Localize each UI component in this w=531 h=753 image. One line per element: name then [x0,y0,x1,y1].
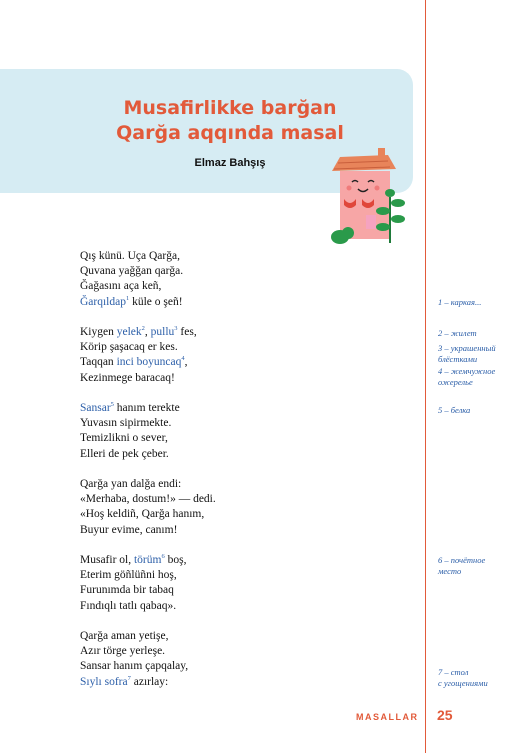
poem-line [80,355,216,370]
page-number: 25 [437,707,453,723]
poem-line [80,371,216,386]
poem-line [80,675,216,690]
gloss-note-text: место [438,566,462,576]
glossed-word: yelek [116,326,142,338]
poem-line [80,416,216,431]
poem-line [80,264,216,279]
poem-line [80,431,216,446]
poem-line-text: Körip şaşacaq er kes. [80,341,178,354]
glossed-word: Sıylı sofra [80,675,128,688]
poem-line [80,583,216,598]
poem-line-text: Eterim göñlüñni hoş, [80,569,177,582]
footnote-marker: 6 [161,553,165,561]
gloss-note-text: 3 – украшенный [438,343,496,353]
gloss-note-text: 7 – стол [438,667,469,677]
poem-line-text: Temizlikni o sever, [80,432,168,445]
poem-line [80,507,216,522]
gloss-note-text: 1 – каркая... [438,297,482,307]
poem-line-text: Ğağasını aça keñ, [80,280,162,293]
poem-stanza-2 [80,325,216,386]
gloss-note-text: блёстками [438,354,478,364]
glossed-word: Ğarqıldap [80,295,126,308]
poem-line-text: hanım terekte [113,402,180,414]
poem-line [80,447,216,462]
poem-line-text: Buyur evime, canım! [80,523,178,536]
gloss-note-text: 5 – белка [438,405,471,415]
poem-line-text: Fındıqlı tatlı qabaq». [80,599,177,612]
poem-line [80,325,216,340]
poem-stanza-5 [80,553,216,614]
poem-line-text: Kezinmege baracaq! [80,371,175,384]
poem-line [80,568,216,583]
poem [80,249,216,705]
poem-line-text: Elleri de pek çeber. [80,447,169,460]
poem-line-text: Sansar hanım çapqalay, [80,660,189,673]
poem-line-text: azırlay: [130,675,169,688]
poem-line [80,401,216,416]
footnote-marker: 1 [125,294,130,302]
section-label: MASALLAR [356,712,419,722]
gloss-note-text: 2 – жилет [438,328,477,338]
poem-line-text: , [144,326,151,338]
house-character-icon [330,145,410,245]
poem-line-text: Qarğa aman yetişe, [80,630,169,642]
poem-line-text: «Hoş keldiñ, Qarğa hanım, [80,508,205,521]
poem-line [80,249,216,264]
poem-line [80,279,216,294]
glossed-word: pullu [150,326,175,338]
poem-line [80,629,216,644]
poem-line [80,644,216,659]
gloss-note-6 [438,555,530,577]
gloss-note-5 [438,405,530,416]
gloss-note-7 [438,667,530,689]
gloss-note-text: ожерелье [438,377,473,387]
author-name: Elmaz Bahşış [194,157,266,169]
poem-line-text: Kiygen [80,326,117,338]
gloss-note-1 [438,297,530,308]
poem-stanza-3 [80,401,216,462]
poem-line [80,477,216,492]
gloss-note-text: 4 – жемчужное [438,366,496,376]
margin-divider [425,0,426,753]
gloss-note-text: 6 – почётное [438,555,486,565]
poem-line-text: Yuvasın sipirmekte. [80,417,172,430]
poem-line-text: küle o şeñ! [129,295,183,308]
poem-line-text: Musafir ol, [80,554,134,566]
glossed-word: inci boyuncaq [116,356,182,369]
poem-stanza-4 [80,477,216,538]
poem-stanza-6 [80,629,216,690]
page-title-line2: Qarğa aqqında masal [116,122,344,144]
poem-line-text: boş, [164,554,187,566]
poem-line-text: Quvana yağğan qarğa. [80,265,184,278]
footnote-marker: 3 [174,325,178,333]
page-title-line1: Musafirlikke barğan [123,97,337,119]
glossed-word: Sansar [80,402,111,414]
poem-line-text: Qış künü. Uça Qarğa, [80,250,180,262]
poem-line [80,553,216,568]
gloss-note-4 [438,366,530,388]
gloss-note-text: с угощениями [438,678,488,688]
gloss-note-2 [438,328,530,339]
poem-line [80,492,216,507]
poem-line [80,599,216,614]
footnote-marker: 7 [127,674,131,682]
poem-line [80,659,216,674]
footnote-marker: 5 [110,401,114,409]
poem-line [80,340,216,355]
footnote-marker: 2 [141,325,145,333]
poem-line-text: Furunımda bir tabaq [80,584,174,597]
poem-line [80,295,216,310]
poem-line-text: , [184,356,188,369]
poem-line-text: Taqqan [80,356,117,369]
poem-line-text: fes, [177,326,197,338]
poem-line [80,523,216,538]
poem-line-text: «Merhaba, dostum!» — dedi. [80,493,216,506]
gloss-note-3 [438,343,530,365]
footnote-marker: 4 [181,355,185,363]
glossed-word: törüm [133,554,162,566]
poem-line-text: Qarğa yan dalğa endi: [80,478,182,490]
poem-stanza-1 [80,249,216,310]
poem-line-text: Azır törge yerleşe. [80,645,166,658]
